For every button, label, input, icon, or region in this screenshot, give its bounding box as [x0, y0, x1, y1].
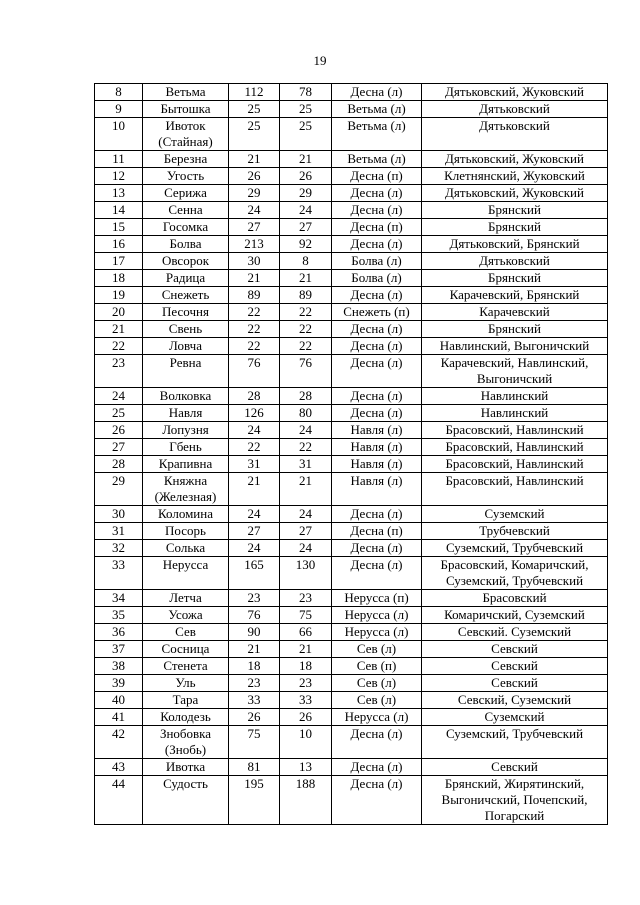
cell-river-name: Крапивна: [143, 456, 229, 473]
cell-river-name: Сенна: [143, 202, 229, 219]
table-row: [95, 151, 608, 168]
cell-mouth: Десна (л): [332, 185, 422, 202]
cell-river-name: Судость: [143, 776, 229, 825]
cell-districts: Брасовский, Навлинский: [422, 456, 608, 473]
cell-number: 14: [95, 202, 143, 219]
cell-length-in-region: 23: [280, 590, 332, 607]
table-row: [95, 473, 608, 506]
cell-districts: Суземский: [422, 506, 608, 523]
cell-river-name: Нерусса: [143, 557, 229, 590]
rivers-table-body: [95, 84, 608, 825]
cell-river-name: Княжна (Железная): [143, 473, 229, 506]
table-row: [95, 287, 608, 304]
cell-length: 21: [229, 270, 280, 287]
cell-length: 18: [229, 658, 280, 675]
table-row: [95, 253, 608, 270]
cell-length: 76: [229, 355, 280, 388]
cell-river-name: Бытошка: [143, 101, 229, 118]
cell-length-in-region: 26: [280, 168, 332, 185]
cell-river-name: Коломина: [143, 506, 229, 523]
cell-length-in-region: 27: [280, 523, 332, 540]
cell-mouth: Десна (л): [332, 557, 422, 590]
cell-districts: Дятьковский, Жуковский: [422, 84, 608, 101]
cell-river-name: Уль: [143, 675, 229, 692]
cell-length-in-region: 21: [280, 641, 332, 658]
cell-number: 37: [95, 641, 143, 658]
cell-length: 21: [229, 473, 280, 506]
cell-river-name: Радица: [143, 270, 229, 287]
cell-districts: Брянский: [422, 321, 608, 338]
cell-districts: Дятьковский, Жуковский: [422, 185, 608, 202]
cell-length-in-region: 21: [280, 270, 332, 287]
table-row: [95, 523, 608, 540]
cell-length-in-region: 24: [280, 422, 332, 439]
cell-mouth: Навля (л): [332, 439, 422, 456]
cell-river-name: Знобовка (Знобь): [143, 726, 229, 759]
cell-length: 27: [229, 523, 280, 540]
cell-river-name: Летча: [143, 590, 229, 607]
cell-districts: Брянский: [422, 270, 608, 287]
cell-mouth: Десна (л): [332, 321, 422, 338]
cell-river-name: Сев: [143, 624, 229, 641]
cell-length-in-region: 80: [280, 405, 332, 422]
cell-mouth: Десна (л): [332, 84, 422, 101]
cell-mouth: Нерусса (л): [332, 624, 422, 641]
cell-length-in-region: 24: [280, 202, 332, 219]
cell-mouth: Ветьма (л): [332, 151, 422, 168]
table-row: [95, 658, 608, 675]
table-row: [95, 219, 608, 236]
cell-number: 21: [95, 321, 143, 338]
cell-districts: Карачевский, Навлинский, Выгоничский: [422, 355, 608, 388]
cell-districts: Суземский, Трубчевский: [422, 726, 608, 759]
cell-number: 29: [95, 473, 143, 506]
cell-number: 43: [95, 759, 143, 776]
cell-mouth: Нерусса (л): [332, 607, 422, 624]
cell-length-in-region: 23: [280, 675, 332, 692]
cell-length-in-region: 89: [280, 287, 332, 304]
table-row: [95, 236, 608, 253]
table-row: [95, 675, 608, 692]
cell-mouth: Навля (л): [332, 456, 422, 473]
cell-mouth: Навля (л): [332, 473, 422, 506]
cell-districts: Севский: [422, 641, 608, 658]
cell-length: 76: [229, 607, 280, 624]
table-row: [95, 422, 608, 439]
cell-length: 26: [229, 709, 280, 726]
cell-length: 165: [229, 557, 280, 590]
table-row: [95, 641, 608, 658]
cell-length: 24: [229, 540, 280, 557]
cell-districts: Комаричский, Суземский: [422, 607, 608, 624]
cell-length: 23: [229, 590, 280, 607]
page-number: 19: [313, 53, 327, 68]
cell-number: 24: [95, 388, 143, 405]
cell-districts: Севский: [422, 675, 608, 692]
table-row: [95, 540, 608, 557]
table-row: [95, 624, 608, 641]
cell-length: 25: [229, 118, 280, 151]
cell-river-name: Сосница: [143, 641, 229, 658]
cell-length: 90: [229, 624, 280, 641]
cell-number: 28: [95, 456, 143, 473]
cell-mouth: Десна (п): [332, 219, 422, 236]
cell-length: 24: [229, 202, 280, 219]
cell-number: 33: [95, 557, 143, 590]
cell-length-in-region: 22: [280, 338, 332, 355]
cell-districts: Севский, Суземский: [422, 692, 608, 709]
cell-length: 89: [229, 287, 280, 304]
cell-number: 41: [95, 709, 143, 726]
cell-length: 75: [229, 726, 280, 759]
cell-river-name: Навля: [143, 405, 229, 422]
cell-length-in-region: 27: [280, 219, 332, 236]
table-row: [95, 405, 608, 422]
cell-river-name: Колодезь: [143, 709, 229, 726]
cell-length-in-region: 26: [280, 709, 332, 726]
cell-number: 38: [95, 658, 143, 675]
cell-length: 21: [229, 641, 280, 658]
cell-length: 195: [229, 776, 280, 825]
cell-length: 25: [229, 101, 280, 118]
cell-districts: Карачевский, Брянский: [422, 287, 608, 304]
cell-mouth: Десна (л): [332, 776, 422, 825]
table-row: [95, 168, 608, 185]
cell-length-in-region: 24: [280, 540, 332, 557]
cell-mouth: Десна (л): [332, 287, 422, 304]
cell-number: 27: [95, 439, 143, 456]
cell-length: 112: [229, 84, 280, 101]
cell-number: 35: [95, 607, 143, 624]
cell-length: 213: [229, 236, 280, 253]
table-row: [95, 557, 608, 590]
cell-number: 15: [95, 219, 143, 236]
cell-length-in-region: 24: [280, 506, 332, 523]
cell-length-in-region: 188: [280, 776, 332, 825]
cell-mouth: Десна (л): [332, 759, 422, 776]
table-row: [95, 304, 608, 321]
cell-mouth: Ветьма (л): [332, 101, 422, 118]
table-row: [95, 590, 608, 607]
table-row: [95, 506, 608, 523]
table-row: [95, 439, 608, 456]
cell-river-name: Гбень: [143, 439, 229, 456]
cell-number: 40: [95, 692, 143, 709]
table-row: [95, 388, 608, 405]
cell-number: 20: [95, 304, 143, 321]
cell-number: 9: [95, 101, 143, 118]
table-row: [95, 776, 608, 825]
cell-river-name: Овсорок: [143, 253, 229, 270]
cell-length-in-region: 92: [280, 236, 332, 253]
cell-river-name: Волковка: [143, 388, 229, 405]
cell-length-in-region: 13: [280, 759, 332, 776]
table-row: [95, 101, 608, 118]
rivers-table: [94, 83, 608, 825]
table-row: [95, 692, 608, 709]
cell-number: 11: [95, 151, 143, 168]
cell-length: 27: [229, 219, 280, 236]
cell-number: 25: [95, 405, 143, 422]
cell-districts: Брасовский, Навлинский: [422, 473, 608, 506]
cell-length-in-region: 8: [280, 253, 332, 270]
table-row: [95, 726, 608, 759]
cell-river-name: Лопузня: [143, 422, 229, 439]
cell-districts: Брасовский, Навлинский: [422, 422, 608, 439]
cell-mouth: Навля (л): [332, 422, 422, 439]
cell-length-in-region: 25: [280, 118, 332, 151]
cell-number: 26: [95, 422, 143, 439]
cell-mouth: Десна (л): [332, 405, 422, 422]
cell-river-name: Усожа: [143, 607, 229, 624]
cell-number: 44: [95, 776, 143, 825]
cell-river-name: Ивотка: [143, 759, 229, 776]
cell-number: 13: [95, 185, 143, 202]
cell-number: 36: [95, 624, 143, 641]
cell-districts: Брянский: [422, 202, 608, 219]
cell-length: 22: [229, 304, 280, 321]
cell-districts: Навлинский, Выгоничский: [422, 338, 608, 355]
cell-length-in-region: 78: [280, 84, 332, 101]
cell-length: 126: [229, 405, 280, 422]
cell-river-name: Снежеть: [143, 287, 229, 304]
cell-districts: Навлинский: [422, 388, 608, 405]
cell-mouth: Сев (л): [332, 692, 422, 709]
cell-number: 23: [95, 355, 143, 388]
cell-districts: Дятьковский, Жуковский: [422, 151, 608, 168]
cell-mouth: Десна (л): [332, 338, 422, 355]
cell-river-name: Ивоток (Стайная): [143, 118, 229, 151]
cell-mouth: Десна (л): [332, 540, 422, 557]
cell-districts: Брянский, Жирятинский, Выгоничский, Почепский, Погарский: [422, 776, 608, 825]
cell-river-name: Ветьма: [143, 84, 229, 101]
cell-length-in-region: 33: [280, 692, 332, 709]
table-row: [95, 338, 608, 355]
cell-mouth: Сев (л): [332, 641, 422, 658]
cell-districts: Суземский: [422, 709, 608, 726]
cell-districts: Брасовский, Навлинский: [422, 439, 608, 456]
cell-number: 19: [95, 287, 143, 304]
cell-length-in-region: 21: [280, 473, 332, 506]
cell-length: 31: [229, 456, 280, 473]
cell-mouth: Снежеть (п): [332, 304, 422, 321]
cell-number: 39: [95, 675, 143, 692]
cell-length-in-region: 25: [280, 101, 332, 118]
cell-mouth: Десна (л): [332, 236, 422, 253]
cell-length: 81: [229, 759, 280, 776]
cell-number: 32: [95, 540, 143, 557]
cell-number: 34: [95, 590, 143, 607]
cell-river-name: Серижа: [143, 185, 229, 202]
cell-length-in-region: 22: [280, 304, 332, 321]
cell-mouth: Сев (л): [332, 675, 422, 692]
table-row: [95, 270, 608, 287]
cell-mouth: Десна (п): [332, 168, 422, 185]
cell-districts: Карачевский: [422, 304, 608, 321]
cell-number: 30: [95, 506, 143, 523]
cell-length-in-region: 10: [280, 726, 332, 759]
cell-river-name: Посорь: [143, 523, 229, 540]
cell-districts: Дятьковский: [422, 118, 608, 151]
cell-mouth: Нерусса (п): [332, 590, 422, 607]
cell-number: 8: [95, 84, 143, 101]
cell-districts: Суземский, Трубчевский: [422, 540, 608, 557]
cell-length-in-region: 21: [280, 151, 332, 168]
cell-number: 17: [95, 253, 143, 270]
cell-districts: Брянский: [422, 219, 608, 236]
cell-mouth: Болва (л): [332, 270, 422, 287]
table-row: [95, 709, 608, 726]
table-row: [95, 84, 608, 101]
table-row: [95, 456, 608, 473]
cell-districts: Брасовский: [422, 590, 608, 607]
table-row: [95, 118, 608, 151]
cell-mouth: Десна (л): [332, 355, 422, 388]
cell-river-name: Тара: [143, 692, 229, 709]
cell-river-name: Госомка: [143, 219, 229, 236]
cell-river-name: Свень: [143, 321, 229, 338]
cell-river-name: Болва: [143, 236, 229, 253]
cell-length: 22: [229, 321, 280, 338]
cell-length: 21: [229, 151, 280, 168]
cell-districts: Дятьковский: [422, 101, 608, 118]
cell-length: 22: [229, 439, 280, 456]
cell-length-in-region: 31: [280, 456, 332, 473]
cell-mouth: Сев (п): [332, 658, 422, 675]
cell-number: 12: [95, 168, 143, 185]
cell-number: 22: [95, 338, 143, 355]
table-row: [95, 759, 608, 776]
cell-length-in-region: 75: [280, 607, 332, 624]
cell-districts: Трубчевский: [422, 523, 608, 540]
table-row: [95, 321, 608, 338]
cell-length-in-region: 18: [280, 658, 332, 675]
cell-length: 24: [229, 422, 280, 439]
cell-length: 24: [229, 506, 280, 523]
cell-length: 29: [229, 185, 280, 202]
cell-length-in-region: 130: [280, 557, 332, 590]
cell-length-in-region: 66: [280, 624, 332, 641]
table-row: [95, 607, 608, 624]
cell-river-name: Солька: [143, 540, 229, 557]
table-row: [95, 355, 608, 388]
cell-districts: Клетнянский, Жуковский: [422, 168, 608, 185]
cell-mouth: Ветьма (л): [332, 118, 422, 151]
cell-number: 31: [95, 523, 143, 540]
cell-districts: Брасовский, Комаричский, Суземский, Трубчевский: [422, 557, 608, 590]
cell-mouth: Десна (л): [332, 506, 422, 523]
cell-mouth: Болва (л): [332, 253, 422, 270]
cell-length-in-region: 22: [280, 321, 332, 338]
cell-number: 18: [95, 270, 143, 287]
cell-mouth: Десна (л): [332, 726, 422, 759]
table-row: [95, 185, 608, 202]
cell-number: 10: [95, 118, 143, 151]
cell-number: 42: [95, 726, 143, 759]
cell-length: 22: [229, 338, 280, 355]
cell-length: 28: [229, 388, 280, 405]
cell-mouth: Нерусса (л): [332, 709, 422, 726]
cell-river-name: Ловча: [143, 338, 229, 355]
cell-river-name: Песочня: [143, 304, 229, 321]
cell-districts: Севский. Суземский: [422, 624, 608, 641]
cell-river-name: Стенета: [143, 658, 229, 675]
cell-districts: Дятьковский, Брянский: [422, 236, 608, 253]
cell-length-in-region: 22: [280, 439, 332, 456]
cell-mouth: Десна (п): [332, 523, 422, 540]
cell-river-name: Ревна: [143, 355, 229, 388]
cell-river-name: Березна: [143, 151, 229, 168]
cell-districts: Дятьковский: [422, 253, 608, 270]
cell-length: 23: [229, 675, 280, 692]
cell-length-in-region: 28: [280, 388, 332, 405]
cell-mouth: Десна (л): [332, 202, 422, 219]
cell-river-name: Угость: [143, 168, 229, 185]
cell-length-in-region: 76: [280, 355, 332, 388]
cell-length: 30: [229, 253, 280, 270]
cell-mouth: Десна (л): [332, 388, 422, 405]
cell-districts: Севский: [422, 759, 608, 776]
cell-length-in-region: 29: [280, 185, 332, 202]
table-row: [95, 202, 608, 219]
cell-length: 26: [229, 168, 280, 185]
cell-districts: Навлинский: [422, 405, 608, 422]
cell-length: 33: [229, 692, 280, 709]
cell-number: 16: [95, 236, 143, 253]
cell-districts: Севский: [422, 658, 608, 675]
